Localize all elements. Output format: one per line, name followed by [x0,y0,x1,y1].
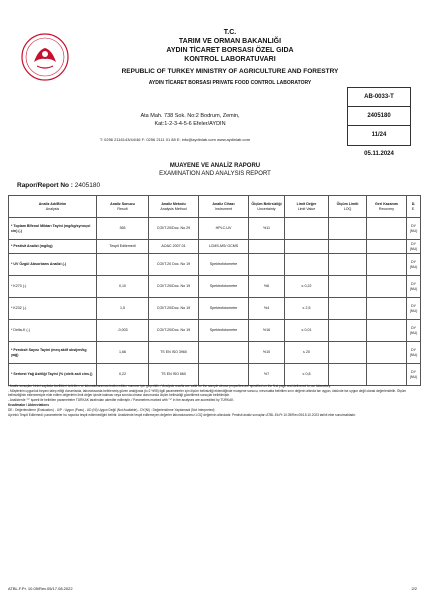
table-body [9,218,421,386]
note-line: - Analiz sonuçları birimi sayfada özellikleri belirtilen ve laboratuvarımıza teslim edilen numune için geçerlidir. / Analysis results are valid for the sample whose properties are specified on the first page and delivered to our laboratory. [8,384,331,388]
lab-contact: T: 0256 2116143/44/46 F: 0256 2111 01 88 E: info@aydinlab.com www.aydinlab.com [99,137,251,142]
column-header-en: Result [117,206,128,211]
param-cell: * Delta-K (-) [9,320,97,342]
recovery-cell [367,218,407,240]
column-header-tr: Analiz Metodu [161,202,186,206]
lab-header [80,28,380,87]
result-cell: 1,5 [97,298,149,320]
report-number [17,182,100,189]
table-row [9,364,421,386]
limit-cell: ≤ 2,5 [285,298,329,320]
instrument-cell: Spektrofotometre [199,298,249,320]
evaluation-cell: DY (NU) [407,218,421,240]
column-header-tr: Analiz Adı/Birim [38,202,67,206]
method-cell: COI/T.20/Doc. No 19 [149,320,199,342]
document-date: 05.11.2024 [364,151,394,157]
table-row [9,240,421,254]
instrument-cell [199,364,249,386]
header-line4: KONTROL LABORATUVARI [184,56,276,63]
address-line2: Kat:1-2-3-4-5-6 Efeler/AYDIN [154,121,226,127]
uncertainty-cell [249,254,285,276]
param-cell: * UV Özgül Absorbans Analizi (-) [9,254,97,276]
loq-cell [329,320,367,342]
header-line5: REPUBLIC OF TURKEY MINISTRY OF AGRICULTURE AND FORESTRY [121,68,339,75]
recovery-cell [367,298,407,320]
result-cell: -0,003 [97,320,149,342]
column-header-tr: Geri Kazanım [375,202,398,206]
document-code: AB-0033-T [348,88,410,107]
recovery-cell [367,254,407,276]
column-header [249,196,285,218]
column-header-tr: Ölçüm Limiti [336,202,359,206]
table-header-row [9,196,421,218]
uncertainty-cell: %7 [249,364,285,386]
report-number-label: Rapor/Report No : [17,182,73,189]
recovery-cell [367,320,407,342]
column-header-en: Instrument [215,206,232,211]
table-row [9,298,421,320]
uncertainty-cell: %4 [249,298,285,320]
limit-cell: ≤ 20 [285,342,329,364]
column-header-tr: Analiz Sonucu [110,202,135,206]
column-header-en: E. [411,206,416,211]
instrument-cell: Spektrofotometre [199,254,249,276]
param-cell: * Peroksit Sayısı Tayini (meq aktif oksijen/kg yağ) [9,342,97,364]
document-number: 2405180 [348,107,410,126]
report-title-en: EXAMINATION AND ANALYSIS REPORT [159,171,271,177]
evaluation-cell: DY (NU) [407,364,421,386]
loq-cell [329,364,367,386]
note-line: Ayrıntılı Tespit Edilemedi: parametreler bu raporda tespit edilemediğini belirtir. Analizlerde tespit edilemeyen değerler laboratuvarımız LOQ değerinin altındadır. Pestisit analiz sonuçları ATBL.Ek.Pr.10.05/Rev.05/15.10.2023 tarihli ekte sunulmaktadır. [8,412,356,417]
column-header-en: Recovery [378,206,395,211]
address-line1: Ata Mah. 738 Sok. No:2 Bodrum, Zemin, [140,113,240,119]
column-header-tr: Limit Değer [296,202,317,206]
note-line: - Müşterinin uygunluk beyanı talep ettiği durumlarda, laboratuvarda belirlenmiş güven aralığında (k=2 %95) ilgili parametreler için ölçüm belirsizliği eklendiğinde muayene sonucu, mevzuatta belirtilen sınır değerin altında ise uygun, üstünde ise uygun değil olarak değerlendirilir. Ölçüm belirsizliğinin eklenmesiyle elde edilen değerlerin limit değer içinde kalması veya sınırda olması durumunda ölçüm belirsizliği gözetilerek sonuçlar belirtilmiştir. [8,388,407,398]
loq-cell [329,240,367,254]
limit-cell: ≤ 0,8 [285,364,329,386]
report-notes [8,384,420,418]
report-title [60,162,370,178]
recovery-cell [367,342,407,364]
note-line: DE : Değerlendirme (Evaluation) - U/P : Uygun (Pass) - UD (Nİ) Uygun Değil (Not Available) - DY(NI) : Değerlendirme Yapılamadı (Not Interpreted) [8,407,215,412]
column-header-en: Analysis [45,206,60,211]
loq-cell [329,298,367,320]
uncertainty-cell: %6 [249,276,285,298]
evaluation-cell: DY (NU) [407,240,421,254]
result-cell: 0,22 [97,364,149,386]
result-cell: 0,10 [97,276,149,298]
table-row [9,254,421,276]
param-cell: * Pestisit Analizi (mg/kg) [9,240,97,254]
recovery-cell [367,276,407,298]
column-header-tr: D. [411,202,416,206]
result-cell [97,254,149,276]
column-header-en: Uncertainty [257,206,276,211]
loq-cell [329,218,367,240]
table-row [9,342,421,364]
header-line1: T.C. [223,29,237,36]
loq-cell [329,276,367,298]
column-header [367,196,407,218]
table-row [9,218,421,240]
footer-doc-code: ATBL.F.Pr. 10.05/Rev.05/17.08.2022 [8,586,73,591]
report-number-value: 2405180 [74,182,101,189]
column-header [285,196,329,218]
recovery-cell [367,240,407,254]
method-cell: COI/T.20/Doc. No 19 [149,276,199,298]
document-id-box [347,87,411,146]
evaluation-cell: DY (NU) [407,298,421,320]
column-header [329,196,367,218]
column-header-en: Analysis Method [160,206,187,211]
column-header-tr: Analiz Cihazı [212,202,235,206]
method-cell: COI/T.20 Doc. No 19 [149,254,199,276]
evaluation-cell: DY (NU) [407,276,421,298]
instrument-cell: Spektrofotometre [199,320,249,342]
column-header [407,196,421,218]
limit-cell: ≤ 0,22 [285,276,329,298]
column-header [97,196,149,218]
loq-cell [329,254,367,276]
param-cell: * Serbest Yağ Asitliği Tayini (% (oleik asit cins.)) [9,364,97,386]
document-issue: 11/24 [371,132,387,138]
instrument-cell: HPLC-UV [199,218,249,240]
header-line3: AYDIN TİCARET BORSASI ÖZEL GIDA [166,47,294,54]
param-cell: * K270 (-) [9,276,97,298]
column-header [149,196,199,218]
uncertainty-cell: %10 [249,342,285,364]
results-table [8,195,421,386]
method-cell: TS EN ISO 660 [149,364,199,386]
param-cell: * Toplam Bi̇fenol Miktarı Tayini (mg/kg/syrınçol cin) (-) [9,218,97,240]
limit-cell [285,218,329,240]
limit-cell [285,240,329,254]
column-header-tr: Ölçüm Belirsizliği [251,202,282,206]
column-header-en: Limit Value [297,206,316,211]
result-cell: 365 [97,218,149,240]
column-header [199,196,249,218]
note-line: - Analizlerde "*" işareti ile belirtilen parametreler TÜRKAK tarafından akredite edilmiştir. / Parameters marked with "*" in the analyses are accredited by TÜRKAK. [8,398,235,403]
column-header-en: LOQ [343,206,352,211]
column-header [9,196,97,218]
limit-cell: ≤ 0,01 [285,320,329,342]
instrument-cell: Spektrofotometre [199,276,249,298]
evaluation-cell: DY (NU) [407,254,421,276]
result-cell: 1,66 [97,342,149,364]
table-row [9,276,421,298]
limit-cell [285,254,329,276]
recovery-cell [367,364,407,386]
header-line2: TARIM VE ORMAN BAKANLIĞI [178,38,282,45]
note-line: Kısaltmalar / Abbreviations [8,402,49,407]
instrument-cell [199,342,249,364]
evaluation-cell: DY (NU) [407,320,421,342]
footer-page-number: 2/2 [411,586,417,591]
lab-address [80,112,300,128]
instrument-cell: LCMS-MS/ GCMS [199,240,249,254]
method-cell: COI/T.20/Doc. No 29 [149,218,199,240]
uncertainty-cell [249,240,285,254]
method-cell: TS EN ISO 3960 [149,342,199,364]
result-cell: Tespit Edilemedi [97,240,149,254]
uncertainty-cell: %11 [249,218,285,240]
method-cell: AOAC 2007.01 [149,240,199,254]
param-cell: * K232 (-) [9,298,97,320]
ministry-logo-icon [20,32,70,82]
loq-cell [329,342,367,364]
method-cell: COI/T.20/Doc. No 19 [149,298,199,320]
table-row [9,320,421,342]
header-line6: AYDIN TİCARET BORSASI PRIVATE FOOD CONTROL LABORATORY [148,80,312,86]
report-title-tr: MUAYENE VE ANALİZ RAPORU [169,163,261,169]
evaluation-cell: DY (NU) [407,342,421,364]
uncertainty-cell: %16 [249,320,285,342]
